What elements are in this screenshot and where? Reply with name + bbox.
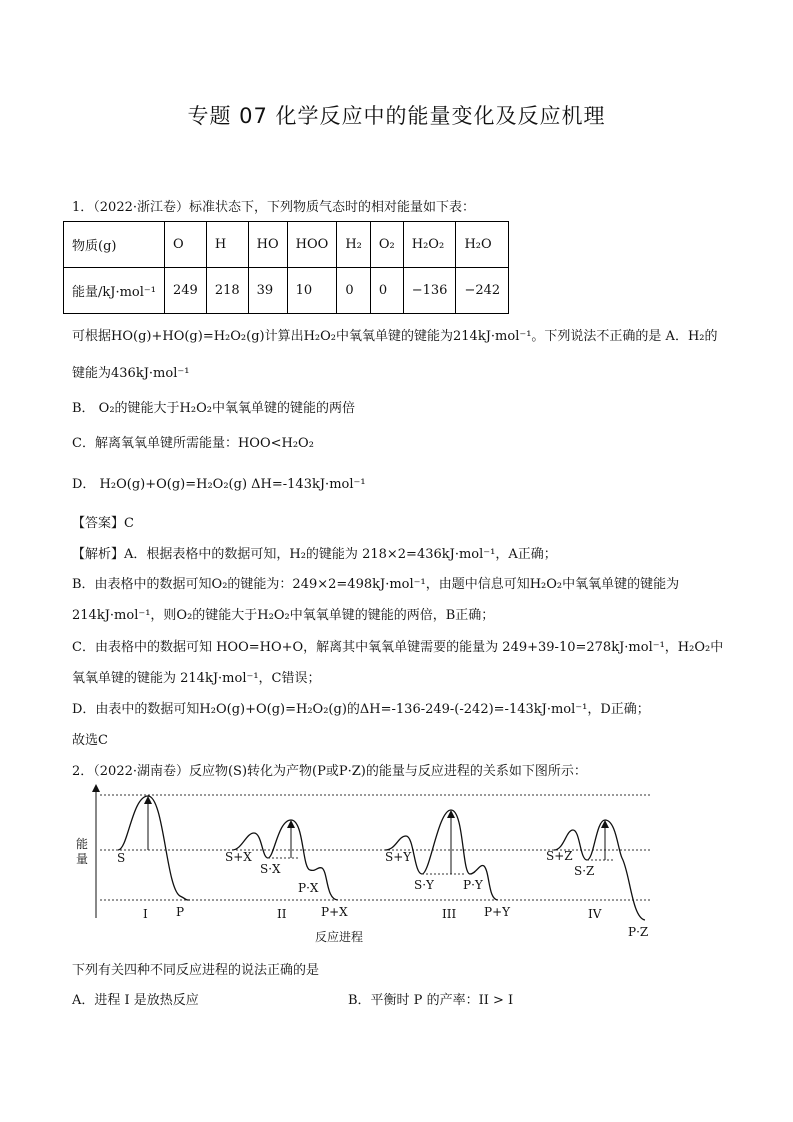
diagram-label: III: [442, 907, 457, 921]
diagram-label: P: [176, 905, 185, 919]
q1-option-c: C．解离氧氧单键所需能量：HOO<H₂O₂: [72, 436, 314, 451]
q2-option-b: B．平衡时 P 的产率：II > I: [348, 993, 514, 1008]
y-axis-label-char: 量: [76, 852, 89, 866]
diagram-label: S+Z: [546, 849, 573, 863]
q1-analysis-line: 故选C: [72, 733, 108, 748]
curve-i: [118, 796, 190, 900]
diagram-label: S+X: [225, 850, 252, 864]
diagram-label: P·X: [298, 881, 319, 895]
q1-answer: 【答案】C: [72, 516, 134, 531]
table-row: [64, 268, 509, 314]
y-axis-label: [76, 836, 92, 866]
table-header-row: [64, 222, 509, 268]
diagram-label: P+Y: [484, 905, 511, 919]
diagram-label: II: [277, 907, 287, 921]
table-cell: 249: [165, 268, 207, 314]
diagram-label: I: [143, 907, 148, 921]
q1-option-a-cont: 键能为436kJ·mol⁻¹: [72, 366, 190, 381]
table-cell: 218: [206, 268, 248, 314]
q2-stem: 2．（2022·湖南卷）反应物(S)转化为产物(P或P·Z)的能量与反应进程的关系如下图所示：: [72, 764, 587, 779]
y-axis-label-char: 能: [76, 837, 89, 851]
table-cell: HO: [248, 222, 287, 268]
page-title: 专题 07 化学反应中的能量变化及反应机理: [187, 104, 606, 128]
q1-info-line: 可根据HO(g)+HO(g)=H₂O₂(g)计算出H₂O₂中氧氧单键的键能为214kJ·mol⁻¹。下列说法不正确的是 A．H₂的: [72, 329, 718, 344]
table-cell: H: [206, 222, 248, 268]
x-axis-label: 反应进程: [315, 930, 364, 944]
table-cell: O: [165, 222, 207, 268]
table-cell: H₂: [337, 222, 371, 268]
table-cell: 0: [370, 268, 403, 314]
table-cell: HOO: [287, 222, 337, 268]
q1-analysis-line: B．由表格中的数据可知O₂的键能为：249×2=498kJ·mol⁻¹，由题中信息可知H₂O₂中氧氧单键的键能为: [72, 577, 680, 592]
q1-stem: 1．（2022·浙江卷）标准状态下，下列物质气态时的相对能量如下表：: [72, 200, 475, 215]
table-cell: −242: [456, 268, 509, 314]
diagram-label: S+Y: [385, 850, 412, 864]
table-cell: −136: [403, 268, 456, 314]
q1-analysis-line: D．由表中的数据可知H₂O(g)+O(g)=H₂O₂(g)的ΔH=-136-249-(-242)=-143kJ·mol⁻¹，D正确；: [72, 702, 650, 717]
diagram-label: S·X: [260, 862, 281, 876]
q1-analysis-line: 氧氧单键的键能为 214kJ·mol⁻¹，C错误；: [72, 671, 321, 686]
energy-table: [63, 221, 509, 314]
q2-option-a: A．进程 I 是放热反应: [72, 993, 199, 1008]
q1-option-d: D． H₂O(g)+O(g)=H₂O₂(g) ΔH=-143kJ·mol⁻¹: [72, 477, 366, 492]
table-cell: O₂: [370, 222, 403, 268]
table-cell: 39: [248, 268, 287, 314]
q1-analysis-line: 214kJ·mol⁻¹，则O₂的键能大于H₂O₂中氧氧单键的键能的两倍，B正确；: [72, 608, 495, 623]
q1-analysis-line: C．由表格中的数据可知 HOO=HO+O，解离其中氧氧单键需要的能量为 249+39-10=278kJ·mol⁻¹，H₂O₂中: [72, 640, 724, 655]
q1-analysis-line: 【解析】A．根据表格中的数据可知，H₂的键能为 218×2=436kJ·mol⁻¹，A正确；: [72, 547, 557, 562]
curve-iv: [554, 820, 645, 920]
diagram-label: P·Y: [463, 878, 483, 892]
diagram-label: S·Z: [574, 864, 595, 878]
diagram-label: P·Z: [628, 925, 649, 939]
table-cell: H₂O: [456, 222, 509, 268]
q2-question: 下列有关四种不同反应进程的说法正确的是: [72, 963, 320, 978]
table-cell: 能量/kJ·mol⁻¹: [64, 268, 165, 314]
diagram-label: S: [117, 851, 126, 865]
q1-option-b: B． O₂的键能大于H₂O₂中氧氧单键的键能的两倍: [72, 401, 355, 416]
table-cell: 0: [337, 268, 371, 314]
table-cell: 10: [287, 268, 337, 314]
diagram-label: S·Y: [414, 878, 434, 892]
diagram-label: P+X: [321, 905, 348, 919]
diagram-label: IV: [588, 907, 602, 921]
energy-diagram: [70, 778, 670, 953]
table-cell: H₂O₂: [403, 222, 456, 268]
table-cell: 物质(g): [64, 222, 165, 268]
